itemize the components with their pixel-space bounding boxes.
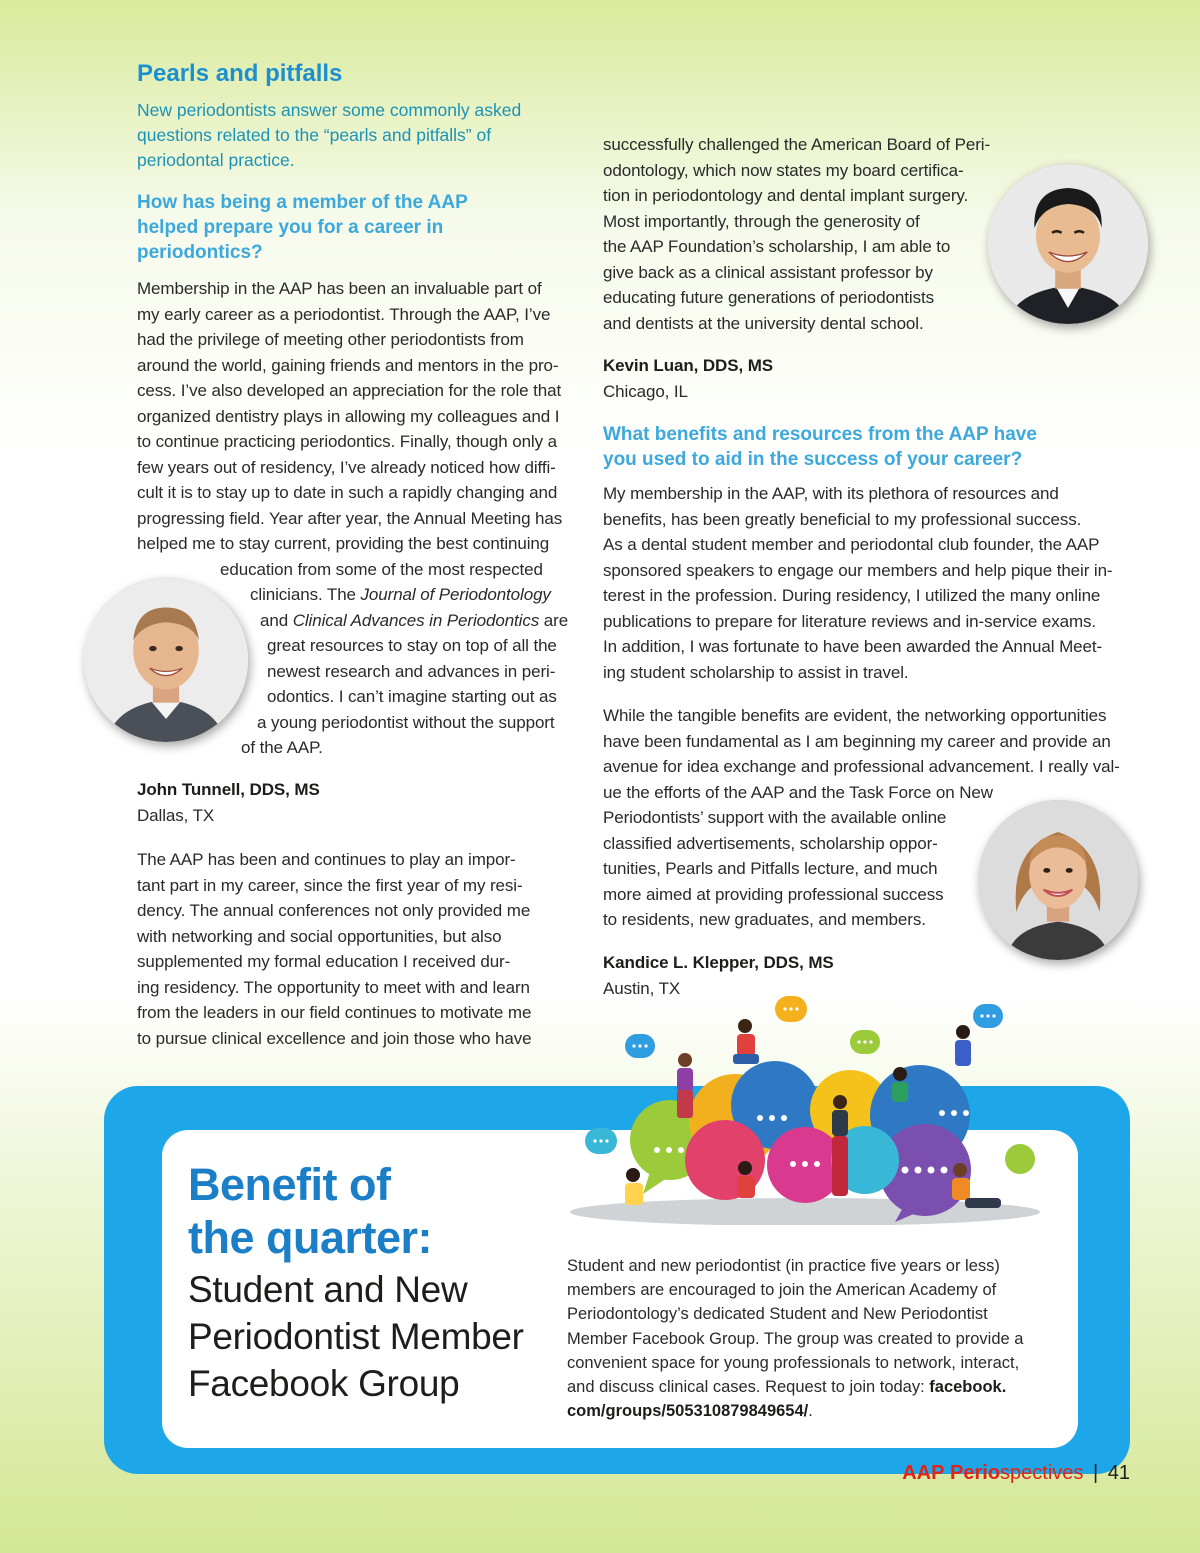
benefit-title: Benefit of the quarter:: [188, 1159, 433, 1263]
social-network-chat-bubbles-icon: [565, 990, 1045, 1225]
benefit-subtitle: Student and New Periodontist Member Facebook Group: [188, 1269, 524, 1404]
author-name: Kevin Luan, DDS, MS: [603, 356, 774, 375]
luan-answer-left: The AAP has been and continues to play an impor- tant part in my career, since the first year of my resi- dency. The annual conferences not only provided me with networking and social opportunities, but also supplemented my formal education I received dur- ing residency. The opportunity to meet with and learn from the leaders in our field continues to motivate me to pursue clinical excellence and join those who have: [137, 850, 532, 1048]
author-name: John Tunnell, DDS, MS: [137, 780, 320, 799]
luan-answer-right: successfully challenged the American Board of Peri- odontology, which now states my board certifica- tion in periodontology and dental implant surgery. Most importantly, through the generosity of the AAP Foundation’s scholarship, I am able to give back as a clinical assistant professor by educating future generations of periodontists and dentists at the university dental school.: [603, 135, 991, 333]
page-footer: AAP Periospectives | 41: [902, 1462, 1130, 1484]
facebook-group-link[interactable]: facebook. com/groups/505310879849654/: [567, 1378, 1007, 1421]
benefit-description: Student and new periodontist (in practice five years or less) members are encouraged to join the American Academy of Periodontology’s dedicated Student and New Periodontist Member Facebook Group. The group was created to provide a convenient space for young professionals to network, interact, and discuss clinical cases. Request to join today: facebook. com/groups/505310879849654/.: [567, 1257, 1024, 1421]
journal-title-clinical: Clinical Advances in Periodontics: [292, 610, 540, 630]
author-location: Dallas, TX: [137, 805, 215, 825]
portrait-man-icon: [84, 578, 248, 742]
author-location: Austin, TX: [603, 978, 681, 998]
article-intro: New periodontists answer some commonly asked questions related to the “pearls and pitfalls” of periodontal practice.: [137, 100, 522, 170]
author-name: Kandice L. Klepper, DDS, MS: [603, 953, 834, 972]
luan-signature: [603, 353, 773, 404]
page-number: 41: [1107, 1462, 1130, 1484]
journal-title: Journal of Periodontology: [360, 585, 551, 604]
tunnell-answer: Membership in the AAP has been an invaluable part of my early career as a periodontist. Through the AAP, I’ve had the privilege of meeting other periodontists from around the world, gaining friends and mentors in the pro- cess. I’ve also developed an appreciation for the role that organized dentistry plays in allowing my colleagues and I to continue practicing periodontics. Finally, though only a few years out of residency, I’ve already noticed how diffi- cult it is to stay up to date in such a rapidly changing and progressing field. Year after year, the Annual Meeting has helped me to stay current, providing the best continuing: [137, 279, 563, 553]
question-heading-1: How has being a member of the AAP helped prepare you for a career in periodontics?: [137, 192, 468, 263]
tunnell-answer-wrap: education from some of the most respected clinicians. The Journal of Periodontology and Clinical Advances in Periodontics are great resources to stay on top of all the newest research and advances in peri- odontics. I can’t imagine starting out as a young periodontist without the support of the AAP.: [220, 559, 569, 757]
klepper-answer-1: My membership in the AAP, with its plethora of resources and benefits, has been greatly beneficial to my professional success. As a dental student member and periodontal club founder, the AAP sponsored speakers to engage our members and help pique their in- terest in the profession. During residency, I utilized the many online publications to prepare for literature reviews and in-service exams. In addition, I was fortunate to have been awarded the Annual Meet- ing student scholarship to assist in travel.: [603, 484, 1113, 682]
author-location: Chicago, IL: [603, 381, 688, 401]
portrait-woman-icon: [978, 800, 1138, 960]
tunnell-signature: [137, 777, 320, 828]
portrait-man-icon: [988, 164, 1148, 324]
article-title: Pearls and pitfalls: [137, 60, 343, 87]
klepper-answer-2: While the tangible benefits are evident, the networking opportunities have been fundamental as I am beginning my career and provide an avenue for idea exchange and professional advancement. I really val- ue the efforts of the AAP and the Task Force on New Periodontists’ support with the available online classified advertisements, scholarship oppor- tunities, Pearls and Pitfalls lecture, and much more aimed at providing professional success to residents, new graduates, and members.: [603, 706, 1120, 929]
question-heading-2: What benefits and resources from the AAP have you used to aid in the success of your career?: [603, 424, 1037, 470]
